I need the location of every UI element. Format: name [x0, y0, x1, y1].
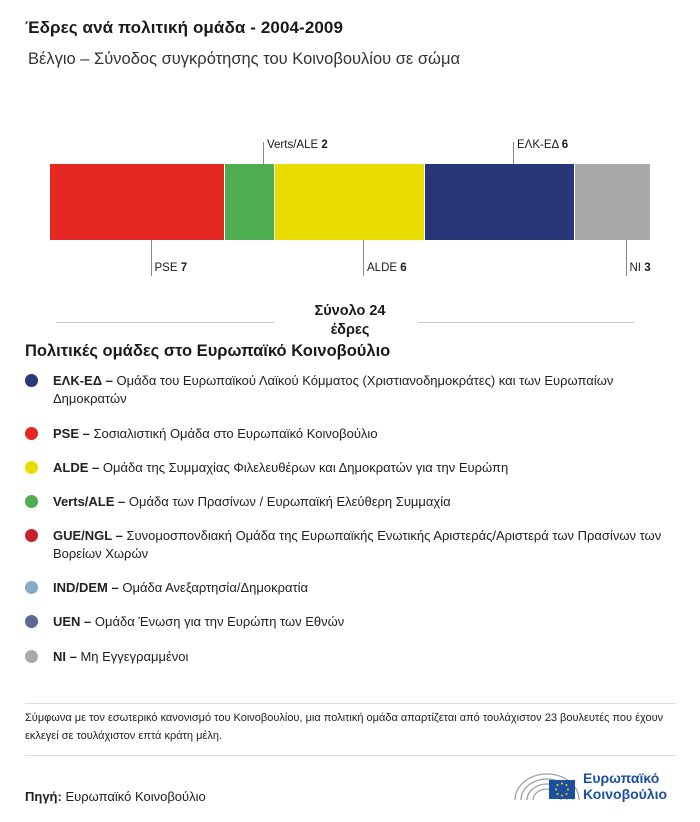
label-leader-1: [263, 142, 264, 164]
label-leader-2: [363, 240, 364, 276]
legend-description: Σοσιαλιστική Ομάδα στο Ευρωπαϊκό Κοινοβούλιο: [89, 426, 378, 441]
legend-item: [25, 493, 665, 511]
total-divider-right: [418, 322, 634, 323]
legend-abbr: Verts/ALE –: [53, 494, 126, 509]
legend-description: Ομάδα Ανεξαρτησία/Δημοκρατία: [118, 580, 309, 595]
legend-item: [25, 648, 665, 666]
legend-abbr: IND/DEM –: [53, 580, 119, 595]
label-leader-4: [626, 240, 627, 276]
segment-name-1: Verts/ALE: [267, 139, 322, 151]
label-leader-3: [513, 142, 514, 164]
label-leader-0: [151, 240, 152, 276]
segment-label-0: [155, 262, 188, 274]
chart-title: Έδρες ανά πολιτική ομάδα - 2004-2009: [25, 18, 344, 37]
legend-color-dot: [25, 495, 38, 508]
segment-value-4: 3: [644, 262, 651, 274]
source-label: Πηγή:: [25, 789, 62, 804]
logo-line-2: Κοινοβούλιο: [583, 786, 668, 802]
total-divider-left: [56, 322, 274, 323]
legend-description: Συνομοσπονδιακή Ομάδα της Ευρωπαϊκής Ενωτικής Αριστεράς/Αριστερά των Πρασίνων των Βορείων Χωρών: [53, 528, 662, 561]
footnote-divider-bottom: [25, 755, 676, 756]
legend-description: Ομάδα του Ευρωπαϊκού Λαϊκού Κόμματος (Χριστιανοδημοκράτες) και των Ευρωπαίων Δημοκρατών: [53, 373, 614, 406]
bar-segment-0: [50, 164, 224, 240]
logo-wordmark: [583, 770, 667, 802]
legend-color-dot: [25, 374, 38, 387]
legend-color-dot: [25, 461, 38, 474]
footnote: Σύμφωνα με τον εσωτερικό κανονισμό του Κοινοβουλίου, μια πολιτική ομάδα απαρτίζεται από τουλάχιστον 23 βουλευτές που έχουν εκλεγεί σε τουλάχιστον επτά κράτη μέλη.: [25, 712, 664, 742]
legend-text: [53, 493, 451, 511]
legend-description: Ομάδα των Πρασίνων / Ευρωπαϊκή Ελεύθερη Συμμαχία: [125, 494, 451, 509]
segment-name-2: ALDE: [367, 262, 401, 274]
legend-abbr: UEN –: [53, 614, 92, 629]
legend-description: Μη Εγγεγραμμένοι: [76, 649, 189, 664]
segment-value-3: 6: [561, 139, 569, 151]
source-value: Ευρωπαϊκό Κοινοβούλιο: [61, 789, 206, 804]
legend-description: Ομάδα της Συμμαχίας Φιλελευθέρων και Δημοκρατών για την Ευρώπη: [99, 460, 509, 475]
legend-text: [53, 425, 378, 443]
legend-text: [53, 579, 308, 597]
legend-text: [53, 648, 188, 666]
legend-item: [25, 527, 665, 563]
legend-text: [53, 527, 665, 563]
legend-item: [25, 425, 665, 443]
segment-name-3: ΕΛΚ-ΕΔ: [517, 139, 562, 151]
segment-label-4: [630, 262, 651, 274]
segment-name-4: NI: [629, 262, 645, 274]
segment-value-0: 7: [180, 262, 188, 274]
footnote-divider-top: [25, 703, 676, 704]
total-seats: [295, 302, 405, 340]
segment-value-1: 2: [321, 139, 328, 151]
chart-subtitle: Βέλγιο – Σύνοδος συγκρότησης του Κοινοβουλίου σε σώμα: [28, 50, 460, 68]
legend-text: [53, 613, 344, 631]
legend-abbr: NI –: [53, 649, 77, 664]
legend-abbr: ΕΛΚ-ΕΔ –: [53, 373, 113, 388]
legend-abbr: PSE –: [53, 426, 90, 441]
source: [25, 789, 206, 804]
bar-segment-3: [425, 164, 574, 240]
legend-color-dot: [25, 650, 38, 663]
segment-value-2: 6: [400, 262, 407, 274]
legend-description: Ομάδα Ένωση για την Ευρώπη των Εθνών: [91, 614, 345, 629]
legend-color-dot: [25, 615, 38, 628]
bar-segment-2: [275, 164, 424, 240]
total-seats-count: Σύνολο 24: [314, 303, 386, 319]
legend-item: [25, 613, 665, 631]
legend-color-dot: [25, 581, 38, 594]
legend-text: [53, 459, 508, 477]
stacked-bar-chart: [50, 130, 650, 290]
legend-item: [25, 372, 665, 408]
segment-name-0: PSE: [154, 262, 181, 274]
legend-color-dot: [25, 529, 38, 542]
logo-line-1: Ευρωπαϊκό: [583, 770, 660, 786]
legend-abbr: GUE/NGL –: [53, 528, 123, 543]
legend-item: [25, 459, 665, 477]
segment-label-1: [267, 139, 328, 151]
total-seats-unit: έδρες: [330, 322, 370, 338]
segment-label-2: [367, 262, 407, 274]
bar-segment-1: [225, 164, 274, 240]
legend-item: [25, 579, 665, 597]
segment-label-3: [517, 139, 568, 151]
legend-abbr: ALDE –: [53, 460, 100, 475]
bar-segment-4: [575, 164, 650, 240]
legend-title: Πολιτικές ομάδες στο Ευρωπαϊκό Κοινοβούλιο: [25, 342, 391, 360]
legend-color-dot: [25, 427, 38, 440]
legend-text: [53, 372, 665, 408]
